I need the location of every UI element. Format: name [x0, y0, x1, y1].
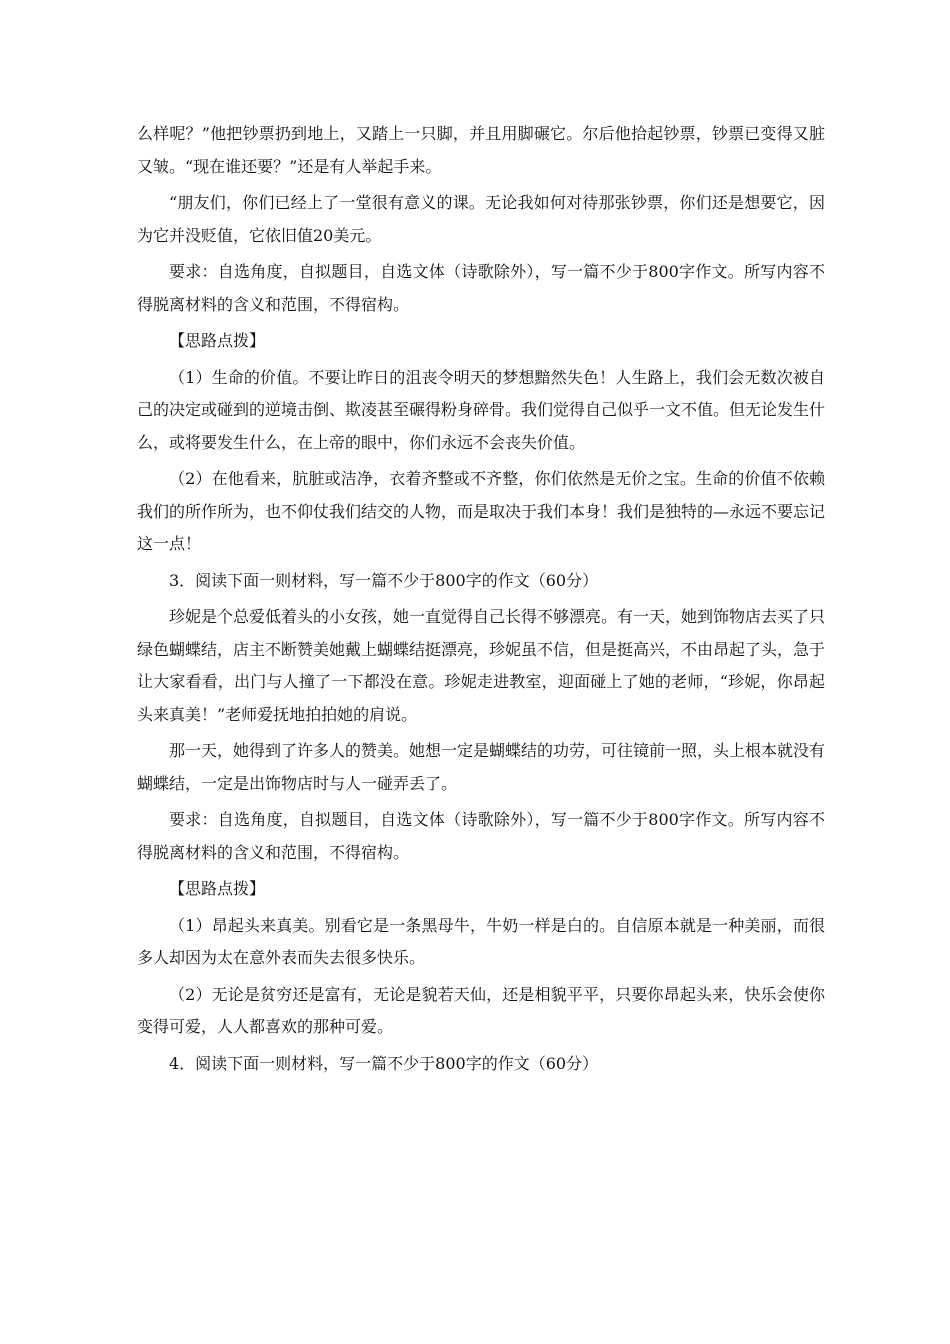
paragraph-requirement: 要求：自选角度，自拟题目，自选文体（诗歌除外），写一篇不少于800字作文。所写内容不得脱离材料的含义和范围，不得宿构。	[137, 262, 825, 314]
question-4-title: 4．阅读下面一则材料，写一篇不少于800字的作文（60分）	[169, 1053, 599, 1073]
paragraph-hint-3: （1）昂起头来真美。别看它是一条黑母牛，牛奶一样是白的。自信原本就是一种美丽，而很多人却因为太在意外表而失去很多快乐。	[137, 915, 825, 967]
paragraph-hint-4: （2）无论是贫穷还是富有，无论是貌若天仙，还是相貌平平，只要你昂起头来，快乐会使你变得可爱，人人都喜欢的那种可爱。	[137, 984, 825, 1036]
paragraph-continuation: 么样呢？”他把钞票扔到地上，又踏上一只脚，并且用脚碾它。尔后他拾起钞票，钞票已变得又脏又皱。“现在谁还要？”还是有人举起手来。	[137, 124, 825, 176]
paragraph-hint-1: （1）生命的价值。不要让昨日的沮丧令明天的梦想黯然失色！人生路上，我们会无数次被自己的决定或碰到的逆境击倒、欺凌甚至碾得粉身碎骨。我们觉得自己似乎一文不值。但无论发生什么，或将要发生什么，在上帝的眼中，你们永远不会丧失价值。	[137, 367, 826, 452]
section-heading-hint: 【思路点拨】	[169, 331, 266, 350]
paragraph-requirement-2: 要求：自选角度，自拟题目，自选文体（诗歌除外），写一篇不少于800字作文。所写内容不得脱离材料的含义和范围，不得宿构。	[137, 810, 825, 862]
paragraph-material-story-end: 那一天，她得到了许多人的赞美。她想一定是蝴蝶结的功劳，可往镜前一照，头上根本就没有蝴蝶结，一定是出饰物店时与人一碰弄丢了。	[137, 741, 826, 793]
paragraph-material-story: 珍妮是个总爱低着头的小女孩，她一直觉得自己长得不够漂亮。有一天，她到饰物店去买了只绿色蝴蝶结，店主不断赞美她戴上蝴蝶结挺漂亮，珍妮虽不信，但是挺高兴，不由昂起了头，急于让大家看看，出门与人撞了一下都没在意。珍妮走进教室，迎面碰上了她的老师，“珍妮，你昂起头来真美！”老师爱抚地拍拍她的肩说。	[137, 607, 826, 724]
paragraph-hint-2: （2）在他看来，肮脏或洁净，衣着齐整或不齐整，你们依然是无价之宝。生命的价值不依赖我们的所作所为，也不仰仗我们结交的人物，而是取决于我们本身！我们是独特的—永远不要忘记这一点！	[137, 469, 826, 553]
document-body	[137, 118, 825, 1084]
question-3-title: 3．阅读下面一则材料，写一篇不少于800字的作文（60分）	[169, 570, 599, 590]
section-heading-hint-2: 【思路点拨】	[169, 879, 266, 898]
paragraph-quote: “朋友们，你们已经上了一堂很有意义的课。无论我如何对待那张钞票，你们还是想要它，因为它并没贬值，它依旧值20美元。	[137, 193, 825, 245]
